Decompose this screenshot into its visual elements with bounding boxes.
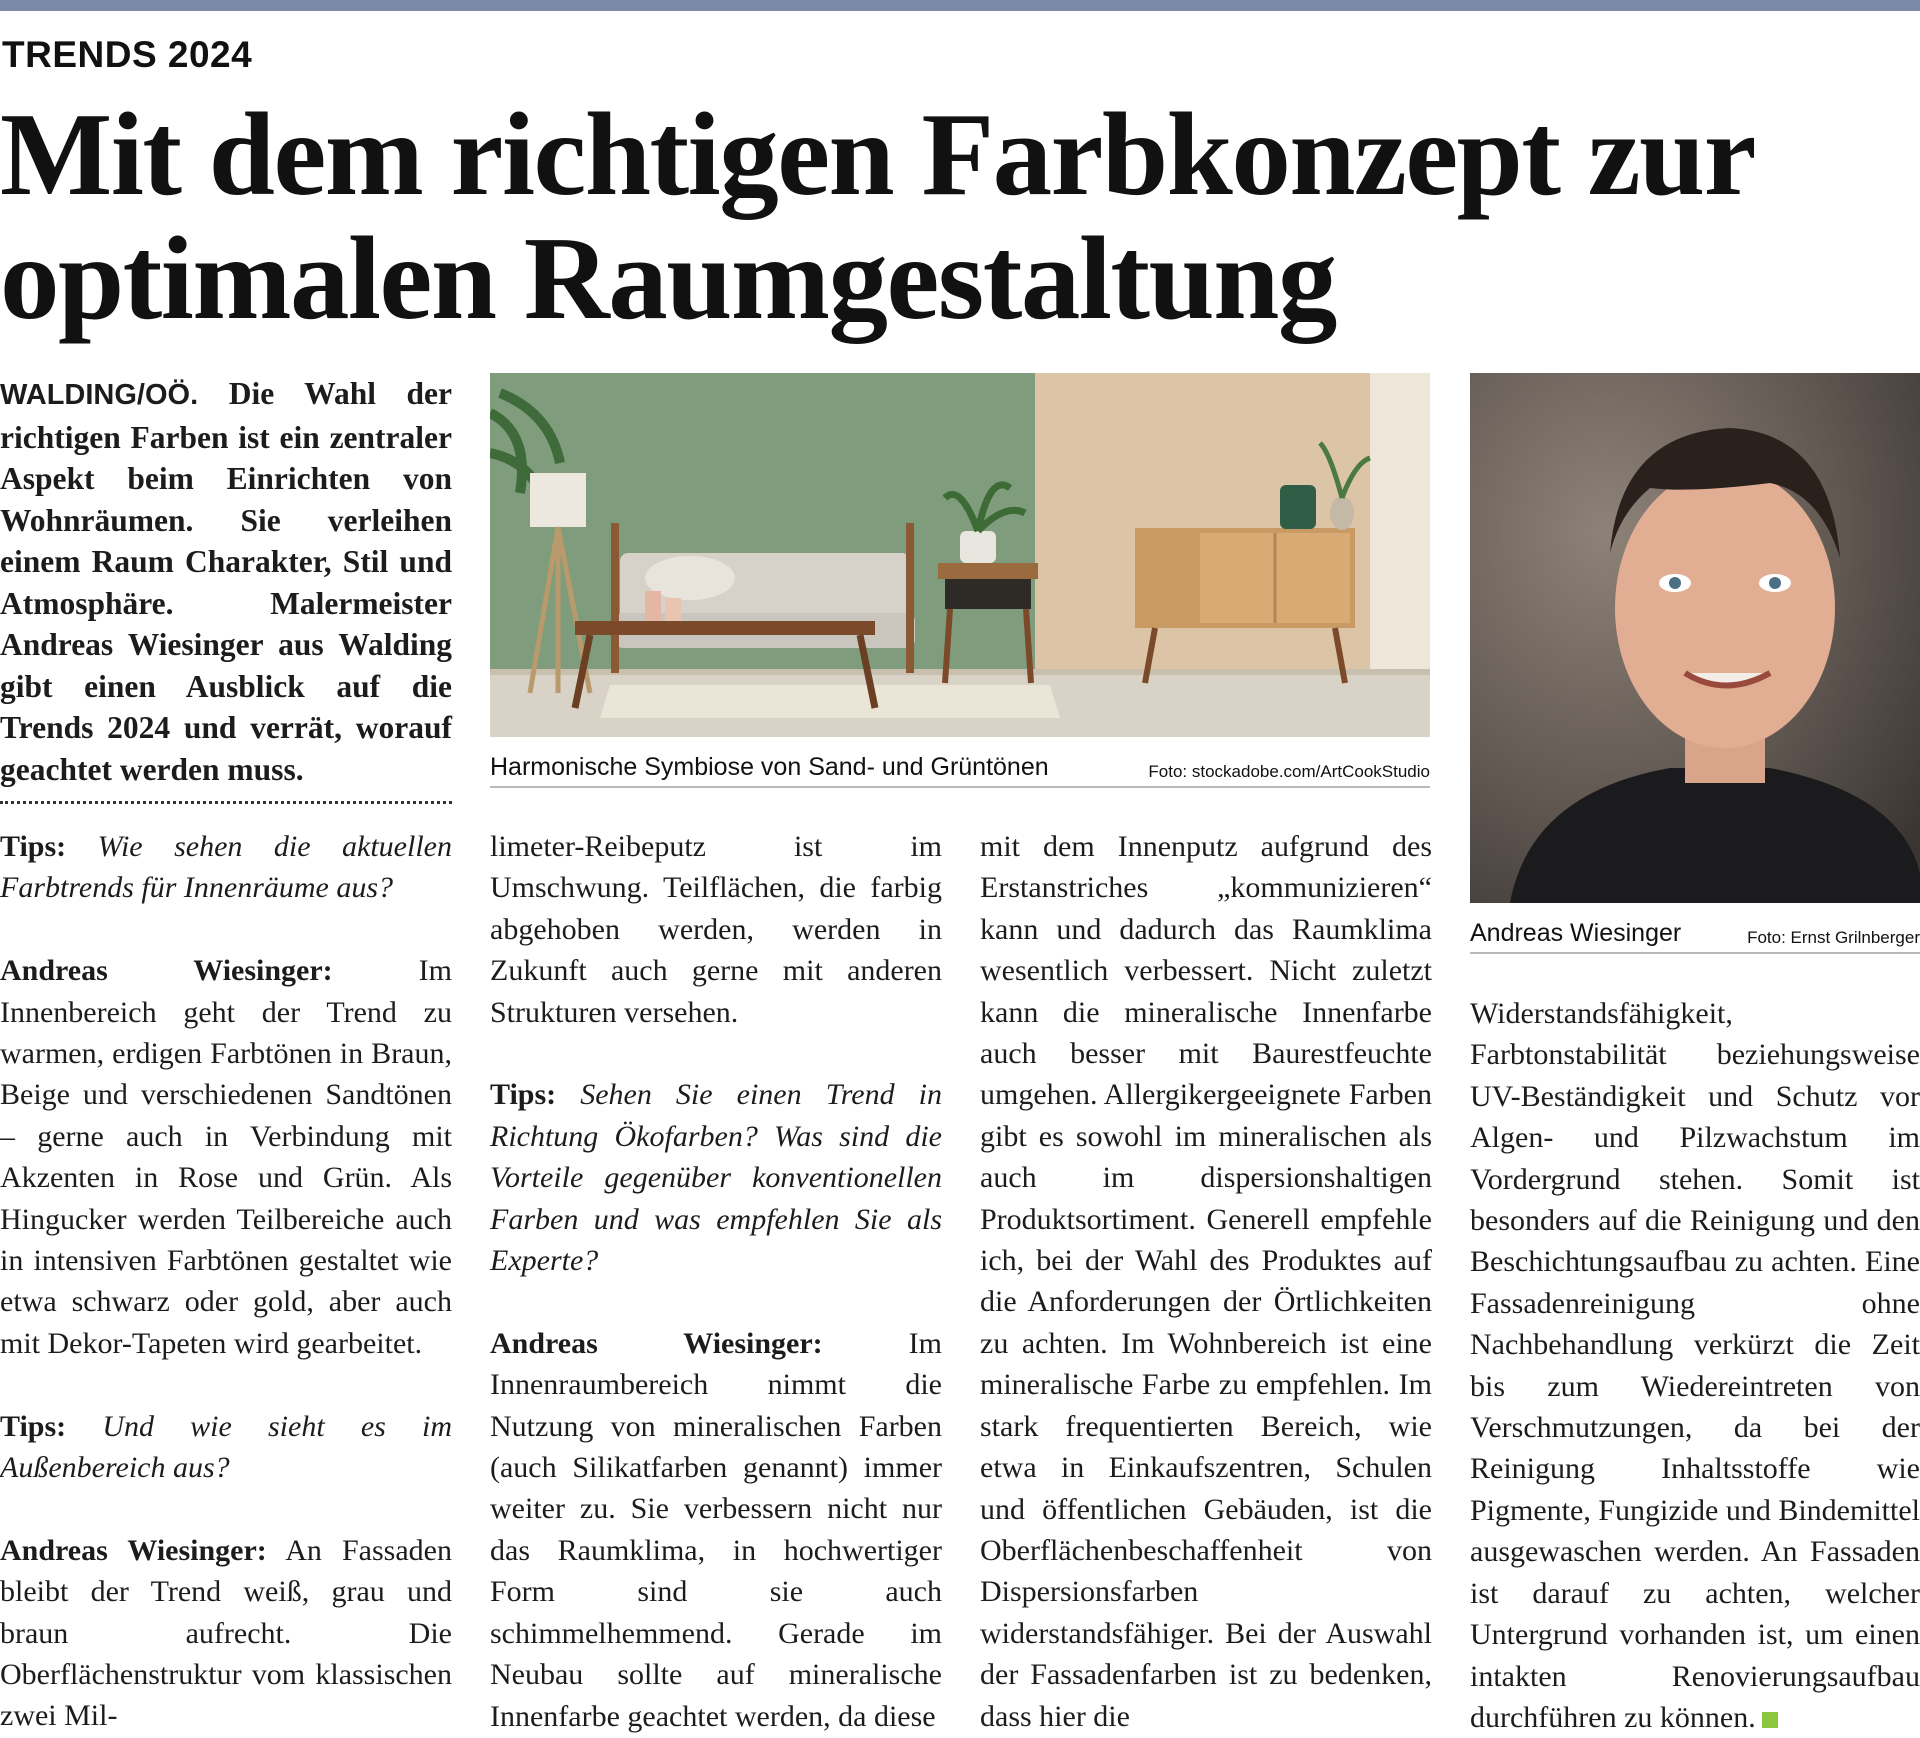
question-2-label: Tips: — [0, 1409, 67, 1443]
answer-3-text-col4: Widerstandsfähigkeit, Farbtonstabilität beziehungsweise UV-Beständigkeit und Schutz vor Algen- und Pilzwachstum im Vordergrund stehen. Somit ist besonders auf die Reinigung und den Beschichtungsaufbau zu achten. Eine Fassadenreinigung ohne Nachbehandlung verkürzt die Zeit bis zum Wiedereintreten von Verschmutzungen, da bei der Reinigung Inhaltsstoffe wie Pigmente, Fungizide und Bindemittel ausgewaschen werden. An Fassaden ist darauf zu achten, welcher Untergrund vorhanden ist, um einen intakten Renovierungsaufbau durchführen zu können. — [1470, 997, 1920, 1734]
answer-3-text-col3: mit dem Innenputz aufgrund des Erstanstriches „kommunizieren“ kann und dadurch das Raumklima wesentlich verbessert. Nicht zuletzt kann die mineralische Innenfarbe auch besser mit Baurestfeuchte umgehen. Allergikergeeignete Farben gibt es sowohl im mineralischen als auch im dispersionshaltigen Produktsortiment. Generell empfehle ich, bei der Wahl des Produktes auf die Anforderungen der Örtlichkeiten zu achten. Im Wohnbereich ist eine mineralische Farbe zu empfehlen. Im stark frequentierten Bereich, wie etwa in Einkaufszentren, Schulen und öffentlichen Gebäuden, ist die Oberflächenbeschaffenheit von Dispersionsfarben widerstandsfähiger. Bei der Auswahl der Fassadenfarben ist zu bedenken, dass hier die — [980, 830, 1432, 1733]
answer-2-text-col1: An Fassaden bleibt der Trend weiß, grau und braun aufrecht. Die Oberflächenstruktur vom klassischen zwei Mil- — [0, 1533, 452, 1733]
question-3 — [490, 1074, 942, 1281]
answer-3-speaker: Andreas Wiesinger: — [490, 1326, 823, 1360]
dotted-divider — [0, 801, 452, 804]
answer-3-end — [1470, 993, 1920, 1738]
room-caption-rule — [490, 786, 1430, 788]
answer-1-speaker: Andreas Wiesinger: — [0, 954, 333, 988]
question-1-label: Tips: — [0, 830, 67, 863]
answer-2-continued — [490, 826, 942, 1033]
body-column-4 — [1470, 993, 1920, 1738]
answer-2-text-col2: limeter-Reibeputz ist im Umschwung. Teilflächen, die farbig abgehoben werden, werden in Zukunft auch gerne mit anderen Strukturen versehen. — [490, 830, 942, 1029]
answer-2-start — [0, 1530, 452, 1737]
portrait-caption-rule — [1470, 952, 1920, 954]
question-1 — [0, 826, 452, 909]
answer-1-text: Im Innenbereich geht der Trend zu warmen, erdigen Farbtönen in Braun, Beige und verschiedenen Sandtönen – gerne auch in Verbindung mit Akzenten in Rose und Grün. Als Hingucker werden Teilbereiche auch in intensiven Farbtönen gestaltet wie etwa schwarz oder gold, aber auch mit Dekor-Tapeten wird gearbeitet. — [0, 954, 452, 1360]
room-photo-caption — [490, 744, 1430, 782]
headline-line-1: Mit dem richtigen Farbkonzept zur — [0, 88, 1756, 220]
question-2-text: Und wie sieht es im Außenbereich aus? — [0, 1409, 452, 1485]
question-2 — [0, 1406, 452, 1489]
portrait-caption — [1470, 910, 1920, 948]
dateline: WALDING/OÖ. — [0, 379, 199, 411]
portrait-illustration — [1470, 373, 1920, 903]
room-photo-credit: Foto: stockadobe.com/ArtCookStudio — [1148, 762, 1430, 781]
portrait-photo — [1470, 373, 1920, 903]
answer-2-speaker: Andreas Wiesinger: — [0, 1533, 267, 1567]
room-photo — [490, 373, 1430, 737]
room-caption-text: Harmonische Symbiose von Sand- und Grüntönen — [490, 753, 1049, 781]
portrait-caption-text: Andreas Wiesinger — [1470, 919, 1682, 947]
lead-text: Die Wahl der richtigen Farben ist ein zentraler Aspekt beim Einrichten von Wohnräumen. Sie verleihen einem Raum Charakter, Stil und Atmosphäre. Malermeister Andreas Wiesinger aus Walding gibt einen Ausblick auf die Trends 2024 und verrät, worauf geachtet werden muss. — [0, 376, 452, 787]
answer-3-start — [490, 1323, 942, 1737]
answer-3-continued — [980, 826, 1432, 1737]
section-kicker: TRENDS 2024 — [2, 34, 253, 75]
portrait-photo-credit: Foto: Ernst Grilnberger — [1747, 928, 1920, 947]
body-column-1 — [0, 826, 452, 1737]
lead-paragraph — [0, 373, 452, 790]
body-column-2 — [490, 826, 942, 1737]
room-photo-illustration — [490, 373, 1430, 737]
question-1-text: Wie sehen die aktuellen Farbtrends für Innenräume aus? — [0, 830, 452, 905]
top-color-bar — [0, 0, 1920, 11]
body-column-3 — [980, 826, 1432, 1737]
question-3-label: Tips: — [490, 1078, 557, 1112]
article-end-mark — [1762, 1712, 1778, 1728]
headline — [0, 88, 1920, 344]
question-3-text: Sehen Sie einen Trend in Richtung Ökofarben? Was sind die Vorteile gegenüber konventionellen Farben und was empfehlen Sie als Experte? — [490, 1078, 942, 1278]
headline-line-2: optimalen Raumgestaltung — [0, 212, 1336, 344]
answer-3-text-col2: Im Innenraumbereich nimmt die Nutzung von mineralischen Farben (auch Silikatfarben genannt) immer weiter zu. Sie verbessern nicht nur das Raumklima, in hochwertiger Form sind sie auch schimmelhemmend. Gerade im Neubau sollte auf mineralische Innenfarbe geachtet werden, da diese — [490, 1326, 942, 1733]
answer-1 — [0, 950, 452, 1364]
